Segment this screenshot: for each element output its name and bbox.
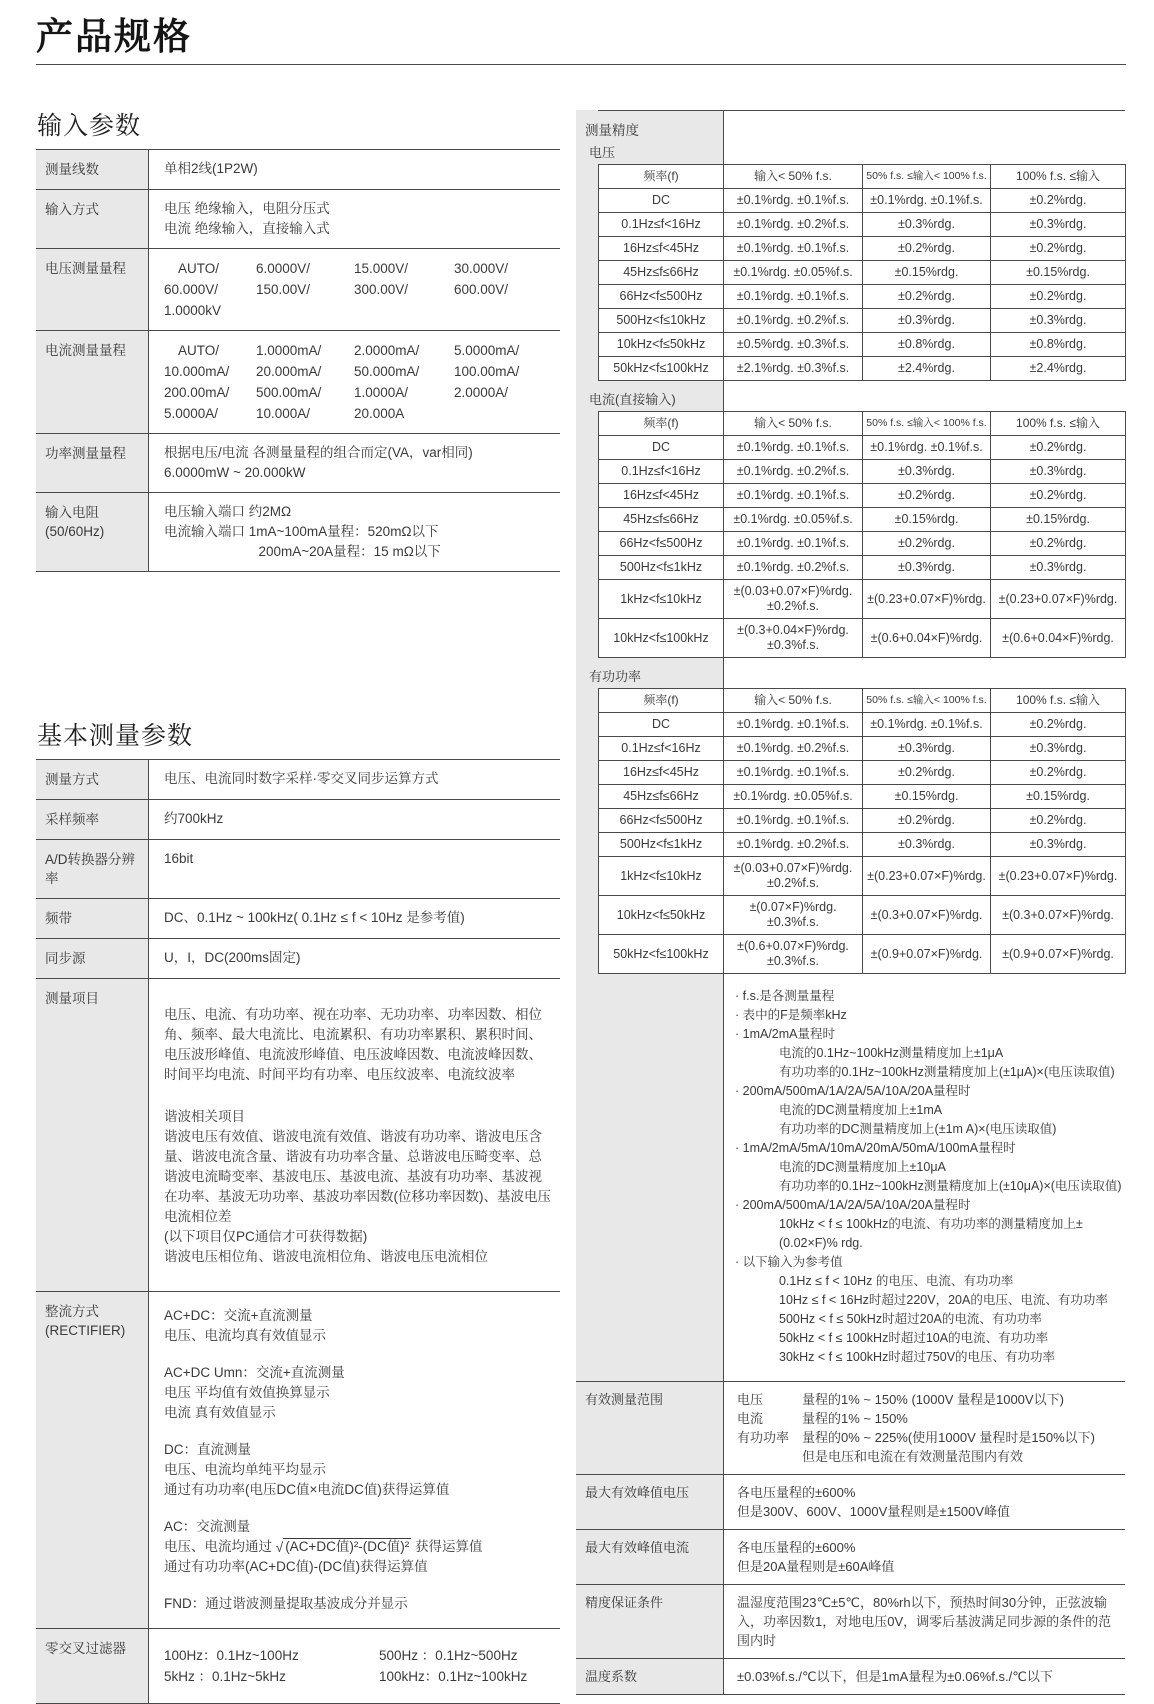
row-label: 最大有效峰值电流 [585, 1540, 690, 1555]
measure-items-harmonic: 谐波相关项目 谐波电压有效值、谐波电流有效值、谐波有功功率、谐波电压含量、谐波电流含量、谐波有功功率含量、总谐波电压畸变率、总谐波电流畸变率、基波电压、基波电流、基波有功功率、基波视在功率、基波无功功率、基波功率因数(位移功率因数)、基波电压电流相位差 (以下项目仅PC通信才可获得数据) 谐波电压相位角、谐波电流相位角、谐波电压电流相位 [164, 1109, 551, 1264]
row-value [148, 1292, 560, 1628]
row-value: 电压 量程的1% ~ 150% (1000V 量程是1000V以下) 电流 量程的1% ~ 150% 有功功率 量程的0% ~ 225%(使用1000V 量程时是150%以下) 但是电压和电流在有效测量范围内有效 [737, 1392, 1095, 1464]
cell-frequency: DC [599, 189, 724, 213]
note-head: · 200mA/500mA/1A/2A/5A/10A/20A量程时 [735, 1084, 971, 1098]
rect-dc: DC：直流测量 电压、电流均单纯平均显示 通过有功功率(电压DC值×电流DC值)获得运算值 [164, 1442, 450, 1497]
cell-over100: ±0.15%rdg. [991, 508, 1126, 532]
cell-under50: ±0.1%rdg. ±0.1%f.s. [724, 809, 863, 833]
row-value [148, 979, 560, 1291]
cell-50to100: ±(0.3+0.07×F)%rdg. [863, 896, 991, 935]
cell-frequency: 45Hz≤f≤66Hz [599, 508, 724, 532]
row-ad-resolution [36, 839, 560, 898]
cell-under50: ±0.1%rdg. ±0.1%f.s. [724, 237, 863, 261]
cell-over100: ±0.2%rdg. [991, 285, 1126, 309]
col-header-50to100: 50% f.s. ≤输入< 100% f.s. [863, 689, 991, 713]
cell-over100: ±0.2%rdg. [991, 484, 1126, 508]
cell-over100: ±0.2%rdg. [991, 189, 1126, 213]
range-value: 200.00mA/ [164, 385, 230, 400]
spec-row [576, 1381, 1125, 1474]
cell-under50: ±(0.3+0.04×F)%rdg. ±0.3%f.s. [724, 619, 863, 658]
row-value [148, 249, 560, 330]
cell-50to100: ±0.15%rdg. [863, 508, 991, 532]
row-rectifier [36, 1291, 560, 1628]
range-value: 300.00V/ [354, 282, 409, 297]
cell-under50: ±0.1%rdg. ±0.05%f.s. [724, 508, 863, 532]
filter-value: 100kHz：0.1Hz~100kHz [379, 1669, 528, 1684]
accuracy-row [599, 460, 1126, 484]
row-current-ranges [36, 330, 560, 433]
note-detail: 电流的0.1Hz~100kHz测量精度加上±1μA 有功功率的0.1Hz~100kHz测量精度加上(±1μA)×(电压读取值) [779, 1046, 1115, 1079]
spec-row [576, 1658, 1125, 1694]
range-value: 10.000A/ [256, 406, 311, 421]
row-sampling-rate [36, 799, 560, 839]
cell-frequency: 45Hz≤f≤66Hz [599, 785, 724, 809]
range-value: AUTO/ [178, 343, 220, 358]
cell-under50: ±(0.03+0.07×F)%rdg. ±0.2%f.s. [724, 857, 863, 896]
accuracy-row [599, 857, 1126, 896]
range-value: 5.0000mA/ [454, 343, 520, 358]
note-head: · f.s.是各测量量程 [735, 989, 835, 1003]
col-header-over100: 100% f.s. ≤输入 [991, 689, 1126, 713]
rect-ac-line1: AC：交流测量 [164, 1519, 251, 1534]
cell-under50: ±(0.03+0.07×F)%rdg. ±0.2%f.s. [724, 580, 863, 619]
row-value: 约700kHz [148, 800, 560, 839]
row-zero-cross-filter [36, 1628, 560, 1703]
accuracy-row [599, 237, 1126, 261]
row-label: 整流方式 (RECTIFIER) [36, 1292, 148, 1628]
cell-frequency: 45Hz≤f≤66Hz [599, 261, 724, 285]
cell-50to100: ±0.1%rdg. ±0.1%f.s. [863, 713, 991, 737]
note-item [735, 1082, 1125, 1139]
cell-under50: ±(0.07×F)%rdg. ±0.3%f.s. [724, 896, 863, 935]
accuracy-row [599, 833, 1126, 857]
cell-frequency: 10kHz<f≤50kHz [599, 896, 724, 935]
accuracy-row [599, 532, 1126, 556]
row-label: 测量项目 [36, 979, 148, 1291]
cell-over100: ±0.3%rdg. [991, 309, 1126, 333]
filter-value: 100Hz：0.1Hz~100Hz [164, 1648, 299, 1663]
cell-50to100: ±0.3%rdg. [863, 213, 991, 237]
col-header-50to100: 50% f.s. ≤输入< 100% f.s. [863, 412, 991, 436]
row-label: 同步源 [36, 939, 148, 978]
row-label: 测量方式 [36, 760, 148, 799]
cell-under50: ±0.1%rdg. ±0.2%f.s. [724, 309, 863, 333]
row-label: 功率测量量程 [36, 434, 148, 492]
right-column [576, 110, 1125, 1695]
range-value: 50.000mA/ [354, 364, 420, 379]
cell-frequency: 16Hz≤f<45Hz [599, 237, 724, 261]
accuracy-sub-power: 有功功率 [589, 669, 642, 684]
col-header-under50: 输入< 50% f.s. [724, 165, 863, 189]
accuracy-sub-current: 电流(直接输入) [589, 392, 676, 407]
cell-50to100: ±(0.6+0.04×F)%rdg. [863, 619, 991, 658]
row-value: 电压 绝缘输入，电阻分压式 电流 绝缘输入，直接输入式 [148, 190, 560, 248]
range-value: 30.000V/ [454, 261, 509, 276]
cell-over100: ±0.2%rdg. [991, 809, 1126, 833]
row-voltage-ranges [36, 248, 560, 330]
note-item [735, 1006, 1125, 1025]
cell-50to100: ±0.3%rdg. [863, 556, 991, 580]
cell-50to100: ±2.4%rdg. [863, 357, 991, 381]
cell-under50: ±0.1%rdg. ±0.1%f.s. [724, 761, 863, 785]
row-value: 电压、电流同时数字采样·零交叉同步运算方式 [148, 760, 560, 799]
accuracy-row [599, 309, 1126, 333]
row-measure-lines [36, 149, 560, 189]
cell-frequency: 66Hz<f≤500Hz [599, 285, 724, 309]
cell-frequency: 0.1Hz≤f<16Hz [599, 213, 724, 237]
cell-50to100: ±0.2%rdg. [863, 532, 991, 556]
range-value: 1.0000A/ [354, 385, 409, 400]
accuracy-header-row [599, 689, 1126, 713]
cell-under50: ±0.1%rdg. ±0.05%f.s. [724, 785, 863, 809]
cell-over100: ±0.3%rdg. [991, 460, 1126, 484]
col-header-50to100: 50% f.s. ≤输入< 100% f.s. [863, 165, 991, 189]
cell-under50: ±0.1%rdg. ±0.2%f.s. [724, 833, 863, 857]
accuracy-row [599, 737, 1126, 761]
accuracy-row [599, 436, 1126, 460]
cell-50to100: ±(0.23+0.07×F)%rdg. [863, 580, 991, 619]
cell-over100: ±2.4%rdg. [991, 357, 1126, 381]
cell-under50: ±0.1%rdg. ±0.2%f.s. [724, 213, 863, 237]
accuracy-row [599, 556, 1126, 580]
cell-frequency: 50kHz<f≤100kHz [599, 357, 724, 381]
row-value: ±0.03%f.s./℃以下，但是1mA量程为±0.06%f.s./℃以下 [737, 1669, 1053, 1684]
left-column [36, 106, 560, 1704]
accuracy-row [599, 809, 1126, 833]
cell-under50: ±0.1%rdg. ±0.1%f.s. [724, 532, 863, 556]
cell-frequency: 66Hz<f≤500Hz [599, 532, 724, 556]
range-value: AUTO/ [178, 261, 220, 276]
power-accuracy-table [598, 688, 1126, 974]
row-label: 输入电阻 (50/60Hz) [36, 493, 148, 571]
spec-row [576, 1584, 1125, 1658]
range-value: 15.000V/ [354, 261, 409, 276]
cell-frequency: 1kHz<f≤10kHz [599, 580, 724, 619]
cell-frequency: 0.1Hz≤f<16Hz [599, 460, 724, 484]
row-value: 单相2线(1P2W) [148, 150, 560, 189]
note-item [735, 1139, 1125, 1196]
formula-prefix: 电压、电流均通过 [164, 1539, 276, 1554]
cell-over100: ±0.3%rdg. [991, 556, 1126, 580]
spec-row [576, 1474, 1125, 1529]
input-params-table [36, 149, 560, 572]
col-header-frequency: 频率(f) [599, 689, 724, 713]
cell-under50: ±0.1%rdg. ±0.2%f.s. [724, 460, 863, 484]
current-accuracy-table [598, 411, 1126, 658]
cell-over100: ±(0.3+0.07×F)%rdg. [991, 896, 1126, 935]
row-value: 各电压量程的±600% 但是20A量程则是±60A峰值 [737, 1540, 895, 1574]
zero-cross-grid [164, 1645, 552, 1687]
cell-under50: ±0.1%rdg. ±0.05%f.s. [724, 261, 863, 285]
range-value: 10.000mA/ [164, 364, 230, 379]
rect-fnd: FND：通过谐波测量提取基波成分并显示 [164, 1596, 408, 1611]
row-label: 电压测量量程 [36, 249, 148, 330]
cell-over100: ±0.3%rdg. [991, 213, 1126, 237]
row-bandwidth [36, 898, 560, 938]
row-input-method [36, 189, 560, 248]
cell-50to100: ±0.3%rdg. [863, 833, 991, 857]
cell-over100: ±0.2%rdg. [991, 761, 1126, 785]
cell-frequency: 500Hz<f≤10kHz [599, 309, 724, 333]
note-detail: 电流的DC测量精度加上±1mA 有功功率的DC测量精度加上(±1m A)×(电压读取值) [779, 1103, 1057, 1136]
cell-frequency: 16Hz≤f<45Hz [599, 761, 724, 785]
cell-under50: ±0.1%rdg. ±0.1%f.s. [724, 189, 863, 213]
cell-frequency: 0.1Hz≤f<16Hz [599, 737, 724, 761]
cell-under50: ±0.1%rdg. ±0.1%f.s. [724, 285, 863, 309]
accuracy-row [599, 761, 1126, 785]
row-value [148, 1629, 560, 1703]
note-detail: 10kHz < f ≤ 100kHz的电流、有功功率的测量精度加上±(0.02×F)% rdg. [779, 1217, 1083, 1250]
note-detail: 电流的DC测量精度加上±10μA 有功功率的0.1Hz~100kHz测量精度加上(±10μA)×(电压读取值) [779, 1160, 1122, 1193]
col-header-frequency: 频率(f) [599, 412, 724, 436]
cell-50to100: ±0.2%rdg. [863, 237, 991, 261]
cell-50to100: ±0.2%rdg. [863, 809, 991, 833]
note-head: · 1mA/2mA/5mA/10mA/20mA/50mA/100mA量程时 [735, 1141, 1016, 1155]
measure-items-basic: 电压、电流、有功功率、视在功率、无功功率、功率因数、相位角、频率、最大电流比、电流累积、有功功率累积、累积时间、电压波形峰值、电流波形峰值、电压波峰因数、电流波峰因数、时间平均电流、时间平均有功率、电压纹波率、电流纹波率 [164, 1007, 542, 1082]
cell-50to100: ±0.2%rdg. [863, 484, 991, 508]
note-head: · 表中的F是频率kHz [735, 1008, 847, 1022]
accuracy-row [599, 213, 1126, 237]
row-label: 频带 [36, 899, 148, 938]
cell-50to100: ±0.3%rdg. [863, 309, 991, 333]
accuracy-row [599, 785, 1126, 809]
cell-over100: ±0.3%rdg. [991, 737, 1126, 761]
row-label: 电流测量量程 [36, 331, 148, 433]
note-detail: 0.1Hz ≤ f < 10Hz 的电压、电流、有功功率 10Hz ≤ f < 16Hz时超过220V，20A的电压、电流、有功功率 500Hz < f ≤ 50kHz时超过20A的电流、有功功率 50kHz < f ≤ 100kHz时超过10A的电流、有功功率 30kHz < f ≤ 100kHz时超过750V的电压、有功功率 [779, 1274, 1108, 1364]
cell-50to100: ±0.1%rdg. ±0.1%f.s. [863, 436, 991, 460]
cell-under50: ±0.1%rdg. ±0.1%f.s. [724, 436, 863, 460]
page-title: 产品规格 [36, 17, 192, 58]
accuracy-bottom-rows [576, 1381, 1125, 1695]
cell-over100: ±(0.9+0.07×F)%rdg. [991, 935, 1126, 974]
row-value: 各电压量程的±600% 但是300V、600V、1000V量程则是±1500V峰值 [737, 1485, 1011, 1519]
row-label: 最大有效峰值电压 [585, 1485, 690, 1500]
accuracy-row [599, 189, 1126, 213]
row-value: DC、0.1Hz ~ 100kHz( 0.1Hz ≤ f < 10Hz 是参考值) [148, 899, 560, 938]
row-input-resistance [36, 492, 560, 571]
row-label: A/D转换器分辨率 [36, 840, 148, 898]
cell-under50: ±0.5%rdg. ±0.3%f.s. [724, 333, 863, 357]
cell-frequency: 16Hz≤f<45Hz [599, 484, 724, 508]
accuracy-row [599, 357, 1126, 381]
accuracy-row [599, 619, 1126, 658]
rect-acdc: AC+DC：交流+直流测量 电压、电流均真有效值显示 [164, 1308, 326, 1343]
range-value: 5.0000A/ [164, 406, 219, 421]
row-value: 温湿度范围23℃±5℃，80%rh以下，预热时间30分钟，正弦波输入，功率因数1，对地电压0V，调零后基波满足同步源的条件的范围内时 [737, 1595, 1112, 1648]
row-value: 根据电压/电流 各测量量程的组合而定(VA，var相同) 6.0000mW ~ 20.000kW [148, 434, 560, 492]
cell-frequency: DC [599, 713, 724, 737]
row-value: 电压输入端口 约2MΩ 电流输入端口 1mA~100mA量程：520mΩ以下 200mA~20A量程：15 mΩ以下 [148, 493, 560, 571]
range-value: 150.00V/ [256, 282, 311, 297]
basic-params-heading: 基本测量参数 [37, 723, 194, 750]
cell-frequency: 10kHz<f≤100kHz [599, 619, 724, 658]
accuracy-row [599, 484, 1126, 508]
cell-frequency: 500Hz<f≤1kHz [599, 556, 724, 580]
cell-50to100: ±(0.9+0.07×F)%rdg. [863, 935, 991, 974]
accuracy-header-row [599, 412, 1126, 436]
note-item [735, 1253, 1125, 1367]
cell-50to100: ±(0.23+0.07×F)%rdg. [863, 857, 991, 896]
row-value: U，I，DC(200ms固定) [148, 939, 560, 978]
range-value: 60.000V/ [164, 282, 219, 297]
input-params-heading: 输入参数 [37, 113, 142, 140]
note-head: · 1mA/2mA量程时 [735, 1027, 836, 1041]
spec-row [576, 1529, 1125, 1584]
accuracy-title: 测量精度 [585, 123, 639, 138]
cell-over100: ±0.3%rdg. [991, 833, 1126, 857]
cell-over100: ±0.15%rdg. [991, 785, 1126, 809]
cell-under50: ±0.1%rdg. ±0.1%f.s. [724, 484, 863, 508]
range-value: 20.000A [354, 406, 405, 421]
cell-50to100: ±0.1%rdg. ±0.1%f.s. [863, 189, 991, 213]
row-measure-items [36, 978, 560, 1291]
accuracy-row [599, 285, 1126, 309]
title-divider [36, 64, 1126, 65]
accuracy-row [599, 896, 1126, 935]
cell-over100: ±(0.23+0.07×F)%rdg. [991, 857, 1126, 896]
current-range-grid [164, 340, 552, 424]
accuracy-notes [724, 974, 1125, 1381]
cell-50to100: ±0.2%rdg. [863, 285, 991, 309]
sqrt-radical-icon: √ [275, 1540, 284, 1555]
range-value: 2.0000mA/ [354, 343, 420, 358]
row-sync-source [36, 938, 560, 978]
note-item [735, 987, 1125, 1006]
row-label: 零交叉过滤器 [36, 1629, 148, 1703]
range-value: 1.0000mA/ [256, 343, 322, 358]
cell-under50: ±0.1%rdg. ±0.2%f.s. [724, 556, 863, 580]
accuracy-row [599, 333, 1126, 357]
voltage-range-grid [164, 258, 552, 321]
accuracy-row [599, 580, 1126, 619]
cell-over100: ±(0.23+0.07×F)%rdg. [991, 580, 1126, 619]
row-value [148, 331, 560, 433]
cell-under50: ±0.1%rdg. ±0.1%f.s. [724, 713, 863, 737]
cell-50to100: ±0.8%rdg. [863, 333, 991, 357]
cell-frequency: 66Hz<f≤500Hz [599, 809, 724, 833]
note-head: · 以下输入为参考值 [735, 1255, 843, 1269]
cell-over100: ±0.2%rdg. [991, 532, 1126, 556]
col-header-frequency: 频率(f) [599, 165, 724, 189]
cell-frequency: 10kHz<f≤50kHz [599, 333, 724, 357]
range-value: 500.00mA/ [256, 385, 322, 400]
rect-ac-formula-line [164, 1537, 552, 1557]
note-item [735, 1025, 1125, 1082]
rect-acdc-umn: AC+DC Umn：交流+直流测量 电压 平均值有效值换算显示 电流 真有效值显示 [164, 1365, 345, 1420]
cell-frequency: 500Hz<f≤1kHz [599, 833, 724, 857]
range-value: 20.000mA/ [256, 364, 322, 379]
cell-under50: ±2.1%rdg. ±0.3%f.s. [724, 357, 863, 381]
cell-over100: ±0.2%rdg. [991, 436, 1126, 460]
row-label: 精度保证条件 [585, 1595, 664, 1610]
cell-50to100: ±0.3%rdg. [863, 460, 991, 484]
cell-over100: ±0.2%rdg. [991, 237, 1126, 261]
cell-over100: ±0.15%rdg. [991, 261, 1126, 285]
cell-over100: ±0.2%rdg. [991, 713, 1126, 737]
cell-50to100: ±0.15%rdg. [863, 785, 991, 809]
cell-under50: ±0.1%rdg. ±0.2%f.s. [724, 737, 863, 761]
cell-50to100: ±0.3%rdg. [863, 737, 991, 761]
accuracy-row [599, 261, 1126, 285]
rect-ac [164, 1517, 552, 1577]
row-value: 16bit [148, 840, 560, 898]
cell-over100: ±(0.6+0.04×F)%rdg. [991, 619, 1126, 658]
row-label: 输入方式 [36, 190, 148, 248]
range-value: 6.0000V/ [256, 261, 311, 276]
row-label: 测量线数 [36, 150, 148, 189]
cell-frequency: 50kHz<f≤100kHz [599, 935, 724, 974]
accuracy-row [599, 713, 1126, 737]
col-header-under50: 输入< 50% f.s. [724, 412, 863, 436]
cell-frequency: DC [599, 436, 724, 460]
accuracy-row [599, 508, 1126, 532]
filter-value: 5kHz ：0.1Hz~5kHz [164, 1669, 286, 1684]
formula-radicand: (AC+DC值)²-(DC值)² [285, 1539, 410, 1554]
col-header-over100: 100% f.s. ≤输入 [991, 165, 1126, 189]
accuracy-row [599, 935, 1126, 974]
cell-50to100: ±0.2%rdg. [863, 761, 991, 785]
cell-50to100: ±0.15%rdg. [863, 261, 991, 285]
cell-over100: ±0.8%rdg. [991, 333, 1126, 357]
filter-value: 500Hz ：0.1Hz~500Hz [379, 1648, 518, 1663]
voltage-accuracy-table [598, 164, 1126, 381]
accuracy-header-row [599, 165, 1126, 189]
row-measure-method [36, 759, 560, 799]
note-head: · 200mA/500mA/1A/2A/5A/10A/20A量程时 [735, 1198, 971, 1212]
rect-ac-line3: 通过有功功率(AC+DC值)-(DC值)获得运算值 [164, 1559, 428, 1574]
note-item [735, 1196, 1125, 1253]
formula-suffix: 获得运算值 [411, 1539, 483, 1554]
row-label: 有效测量范围 [585, 1392, 664, 1407]
range-value: 1.0000kV [164, 303, 222, 318]
accuracy-sub-voltage: 电压 [589, 145, 616, 160]
col-header-under50: 输入< 50% f.s. [724, 689, 863, 713]
range-value: 2.0000A/ [454, 385, 509, 400]
range-value: 100.00mA/ [454, 364, 520, 379]
row-power-range [36, 433, 560, 492]
row-label: 温度系数 [585, 1669, 638, 1684]
range-value: 600.00V/ [454, 282, 509, 297]
col-header-over100: 100% f.s. ≤输入 [991, 412, 1126, 436]
cell-frequency: 1kHz<f≤10kHz [599, 857, 724, 896]
basic-params-table [36, 759, 560, 1704]
row-label: 采样频率 [36, 800, 148, 839]
cell-under50: ±(0.6+0.07×F)%rdg. ±0.3%f.s. [724, 935, 863, 974]
